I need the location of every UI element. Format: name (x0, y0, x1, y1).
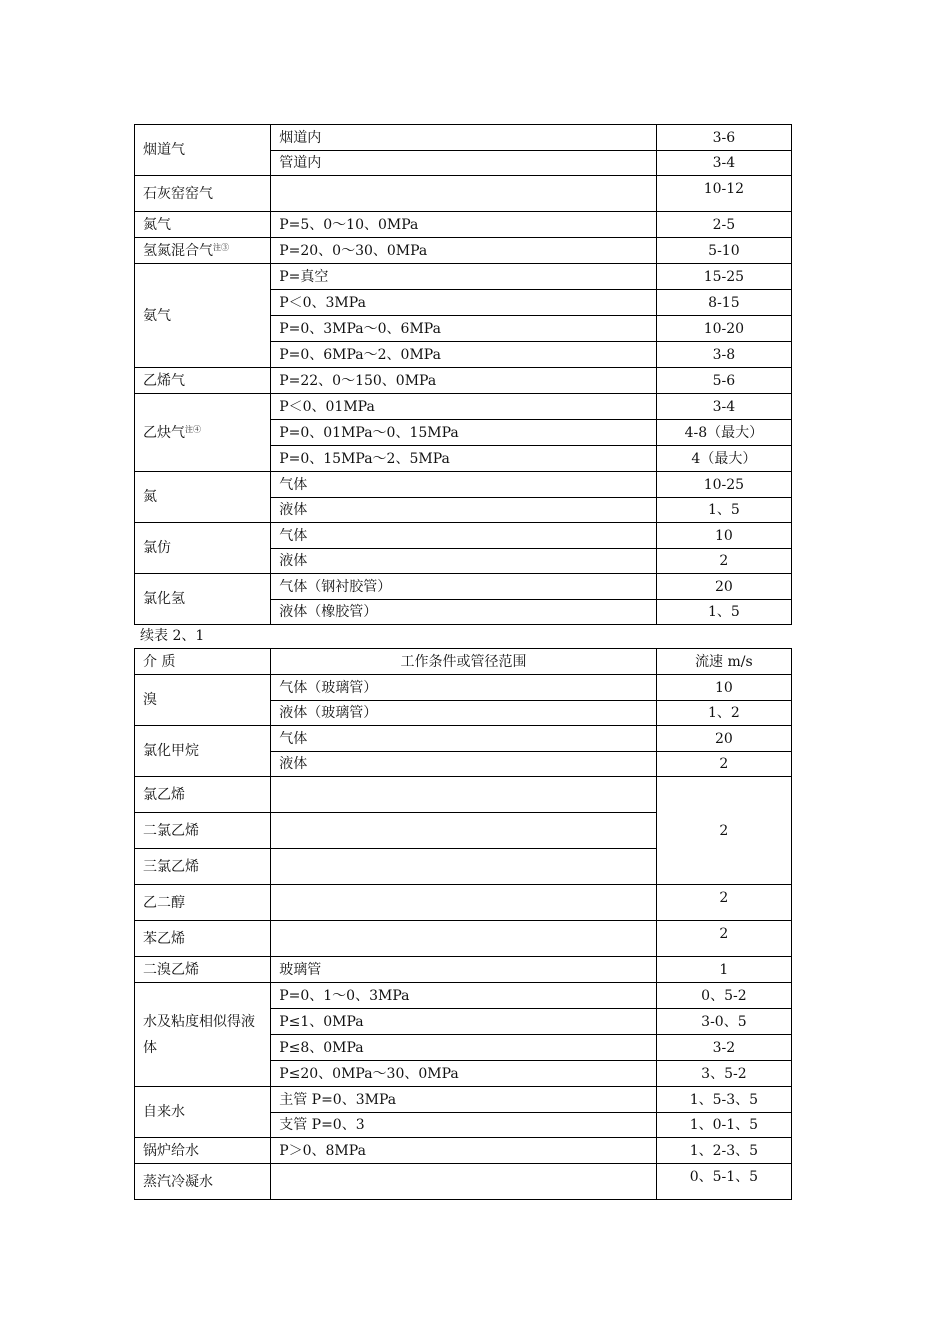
medium-name: 氢氮混合气 (143, 242, 213, 259)
medium-cell: 氯仿 (135, 523, 271, 574)
header-condition: 工作条件或管径范围 (271, 649, 657, 675)
condition-cell: 气体（玻璃管） (271, 675, 657, 701)
flow-velocity-table-part2 (134, 648, 792, 1200)
speed-cell: 3-4 (656, 151, 791, 176)
speed-cell: 3-0、5 (656, 1009, 791, 1035)
medium-name: 乙炔气 (143, 424, 185, 441)
medium-cell: 自来水 (135, 1087, 271, 1138)
speed-cell: 8-15 (656, 290, 791, 316)
speed-cell: 3、5-2 (656, 1061, 791, 1087)
condition-cell: P＜0、3MPa (271, 290, 657, 316)
medium-cell: 氮 (135, 472, 271, 523)
medium-cell: 溴 (135, 675, 271, 726)
medium-cell: 三氯乙烯 (135, 849, 271, 885)
condition-cell: P=0、15MPa～2、5MPa (271, 446, 657, 472)
medium-cell: 石灰窑窑气 (135, 176, 271, 212)
medium-cell: 苯乙烯 (135, 921, 271, 957)
medium-cell: 氯化甲烷 (135, 726, 271, 777)
medium-cell: 氯乙烯 (135, 777, 271, 813)
speed-cell: 10-12 (656, 176, 791, 212)
medium-cell: 蒸汽冷凝水 (135, 1164, 271, 1200)
medium-cell: 二氯乙烯 (135, 813, 271, 849)
table-row (135, 368, 792, 394)
speed-cell: 0、5-1、5 (656, 1164, 791, 1200)
speed-cell: 4-8（最大） (656, 420, 791, 446)
condition-cell: P=0、1～0、3MPa (271, 983, 657, 1009)
table-row (135, 983, 792, 1009)
condition-cell: P=0、01MPa～0、15MPa (271, 420, 657, 446)
speed-cell: 0、5-2 (656, 983, 791, 1009)
speed-cell: 2 (656, 885, 791, 921)
condition-cell: P≤20、0MPa～30、0MPa (271, 1061, 657, 1087)
speed-cell: 3-2 (656, 1035, 791, 1061)
condition-cell (271, 849, 657, 885)
condition-cell: 烟道内 (271, 125, 657, 151)
condition-cell: P＜0、01MPa (271, 394, 657, 420)
header-medium: 介 质 (135, 649, 271, 675)
table-row (135, 523, 792, 549)
table-row (135, 675, 792, 701)
speed-cell: 10-25 (656, 472, 791, 498)
condition-cell (271, 777, 657, 813)
speed-cell: 1、5 (656, 600, 791, 625)
speed-cell: 2 (656, 777, 791, 885)
speed-cell: 2 (656, 752, 791, 777)
table-header-row (135, 649, 792, 675)
speed-cell: 3-4 (656, 394, 791, 420)
table-row (135, 921, 792, 957)
speed-cell: 2 (656, 549, 791, 574)
speed-cell: 1、2 (656, 701, 791, 726)
condition-cell: P＞0、8MPa (271, 1138, 657, 1164)
table-row (135, 212, 792, 238)
medium-cell: 水及粘度相似得液体 (135, 983, 271, 1087)
medium-cell (135, 394, 271, 472)
condition-cell: 气体 (271, 523, 657, 549)
condition-cell (271, 813, 657, 849)
table-row (135, 472, 792, 498)
footnote-marker: 注③ (213, 242, 229, 252)
condition-cell: 气体（钢衬胶管） (271, 574, 657, 600)
table-row (135, 264, 792, 290)
table-row (135, 125, 792, 151)
condition-cell: 液体 (271, 549, 657, 574)
speed-cell: 1、5-3、5 (656, 1087, 791, 1113)
condition-cell (271, 921, 657, 957)
speed-cell: 5-10 (656, 238, 791, 264)
medium-cell: 氮气 (135, 212, 271, 238)
speed-cell: 4（最大） (656, 446, 791, 472)
condition-cell: P=22、0～150、0MPa (271, 368, 657, 394)
condition-cell (271, 885, 657, 921)
table-row (135, 1138, 792, 1164)
speed-cell: 1、5 (656, 498, 791, 523)
speed-cell: 3-6 (656, 125, 791, 151)
condition-cell: P=5、0～10、0MPa (271, 212, 657, 238)
flow-velocity-table-part1 (134, 124, 792, 625)
table-caption: 续表 2、1 (140, 628, 205, 644)
table-row (135, 1087, 792, 1113)
medium-cell: 氨气 (135, 264, 271, 368)
condition-cell: 玻璃管 (271, 957, 657, 983)
condition-cell: 气体 (271, 472, 657, 498)
medium-cell: 乙二醇 (135, 885, 271, 921)
speed-cell: 3-8 (656, 342, 791, 368)
speed-cell: 10 (656, 675, 791, 701)
speed-cell: 2-5 (656, 212, 791, 238)
speed-cell: 15-25 (656, 264, 791, 290)
condition-cell: P=0、3MPa～0、6MPa (271, 316, 657, 342)
speed-cell: 1、0-1、5 (656, 1113, 791, 1138)
condition-cell: 液体（橡胶管） (271, 600, 657, 625)
header-speed: 流速 m/s (656, 649, 791, 675)
condition-cell: 气体 (271, 726, 657, 752)
speed-cell: 20 (656, 574, 791, 600)
condition-cell: P≤1、0MPa (271, 1009, 657, 1035)
table-row (135, 885, 792, 921)
medium-cell (135, 238, 271, 264)
condition-cell: P=20、0～30、0MPa (271, 238, 657, 264)
condition-cell: P=真空 (271, 264, 657, 290)
speed-cell: 10-20 (656, 316, 791, 342)
table-row (135, 176, 792, 212)
condition-cell: P=0、6MPa～2、0MPa (271, 342, 657, 368)
condition-cell: P≤8、0MPa (271, 1035, 657, 1061)
medium-cell: 烟道气 (135, 125, 271, 176)
table-row (135, 238, 792, 264)
speed-cell: 5-6 (656, 368, 791, 394)
table-row (135, 394, 792, 420)
condition-cell: 液体 (271, 498, 657, 523)
medium-cell: 锅炉给水 (135, 1138, 271, 1164)
condition-cell: 液体（玻璃管） (271, 701, 657, 726)
condition-cell (271, 176, 657, 212)
table-row (135, 726, 792, 752)
footnote-marker: 注④ (185, 424, 201, 434)
speed-cell: 2 (656, 921, 791, 957)
condition-cell (271, 1164, 657, 1200)
medium-cell: 氯化氢 (135, 574, 271, 625)
table-row (135, 777, 792, 813)
table-row (135, 957, 792, 983)
condition-cell: 主管 P=0、3MPa (271, 1087, 657, 1113)
condition-cell: 管道内 (271, 151, 657, 176)
speed-cell: 20 (656, 726, 791, 752)
condition-cell: 液体 (271, 752, 657, 777)
table-row (135, 574, 792, 600)
condition-cell: 支管 P=0、3 (271, 1113, 657, 1138)
speed-cell: 1、2-3、5 (656, 1138, 791, 1164)
medium-cell: 二溴乙烯 (135, 957, 271, 983)
speed-cell: 10 (656, 523, 791, 549)
table-row (135, 1164, 792, 1200)
speed-cell: 1 (656, 957, 791, 983)
medium-cell: 乙烯气 (135, 368, 271, 394)
